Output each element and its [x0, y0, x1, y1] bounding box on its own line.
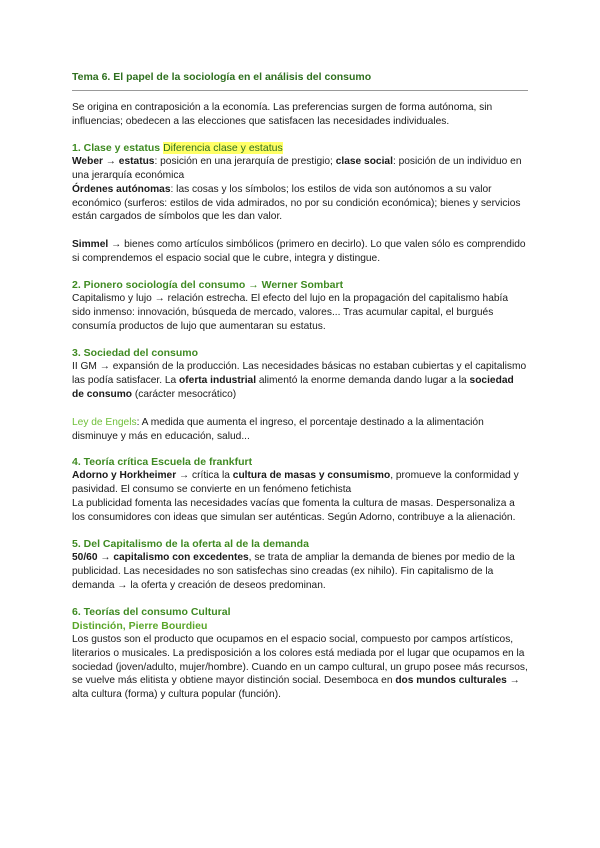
section-2-heading: 2. Pionero sociología del consumo → Werner Sombart — [72, 279, 344, 292]
ordenes-paragraph — [72, 183, 528, 225]
oferta-industrial-term: oferta industrial — [179, 374, 257, 386]
section-3-text-3: (carácter mesocrático) — [132, 388, 237, 400]
simmel-term: Simmel — [72, 239, 109, 251]
simmel-text: → bienes como artículos simbólicos (primero en decirlo). Lo que valen sólo es comprendido si comprendemos el espacio social que le cubre, integra y distingue. — [72, 239, 526, 265]
section-2-text: Capitalismo y lujo → relación estrecha. El efecto del lujo en la propagación del capitalismo había sido inmenso: innovación, búsqueda de mercado, valores... Tras acumular capital, el burgués consumía productos de lujo que aumentaran su estatus. — [72, 293, 509, 332]
page-title: Tema 6. El papel de la sociología en el análisis del consumo — [72, 71, 372, 83]
sociedad-consumo-term: sociedad de consumo — [72, 374, 514, 400]
capitalismo-excedentes-term: 50/60 → capitalismo con excedentes — [72, 552, 249, 564]
clase-social-term: clase social — [335, 155, 393, 167]
ordenes-text: : las cosas y los símbolos; los estilos de vida son autónomos a su valor económico (surferos: estilos de vida admirados, no por su condición económica); bienes y servicios están cargados de símbolos que les dan valor. — [72, 183, 521, 223]
section-3-text-1: II GM → expansión de la producción. Las necesidades básicas no estaban cubiertas y el capitalismo las podía satisfacer. La — [72, 360, 527, 386]
section-6-text-1: Los gustos son el producto que ocupamos en el espacio social, compuesto por campos artísticos, literarios o musicales. La predisposición a los colores está mediada por el lugar que ocupamos en la sociedad (joven/adulto, mujer/hombre). Cuando en un campo cultural, un grupo posee más recursos, se vuelve más elitista y obtiene mayor distinción social. Desemboca en — [72, 633, 528, 687]
section-5-text: , se trata de ampliar la demanda de bienes por medio de la publicidad. Las necesidades no son satisfechas sino creadas (ex nihilo). Fin capitalismo de la demanda → la oferta y creación de deseos predominan. — [72, 552, 515, 591]
section-3-heading: 3. Sociedad del consumo — [72, 346, 199, 359]
section-6-paragraph — [72, 633, 528, 703]
section-5-heading: 5. Del Capitalismo de la oferta al de la demanda — [72, 538, 309, 551]
section-4-heading: 4. Teoría crítica Escuela de frankfurt — [72, 456, 253, 469]
intro-paragraph: Se origina en contraposición a la economía. Las preferencias surgen de forma autónoma, sin influencias; obedecen a las elecciones que satisfacen las necesidades individuales. — [72, 102, 493, 127]
adorno-text-2: , promueve la conformidad y pasividad. El consumo se convierte en un fenómeno fetichista — [72, 470, 519, 496]
cultura-masas-term: cultura de masas y consumismo — [232, 470, 391, 482]
engels-paragraph — [72, 416, 528, 444]
ordenes-term: Órdenes autónomas — [72, 183, 171, 195]
publicidad-paragraph: La publicidad fomenta las necesidades vacías que fomenta la cultura de masas. Despersonaliza a los consumidores con ideas que simulan ser auténticas. Según Adorno, contribuye a la alienación. — [72, 498, 516, 524]
simmel-paragraph — [72, 238, 528, 266]
adorno-term: Adorno y Horkheimer — [72, 470, 177, 482]
title-divider — [72, 90, 528, 91]
section-5-paragraph — [72, 551, 528, 593]
section-6-heading: 6. Teorías del consumo Cultural — [72, 605, 231, 618]
engels-text: : A medida que aumenta el ingreso, el porcentaje destinado a la alimentación disminuye y más en educación, salud... — [72, 416, 484, 442]
section-1-title: 1. Clase y estatus — [72, 141, 161, 154]
section-1-highlight: Diferencia clase y estatus — [163, 141, 283, 154]
adorno-paragraph — [72, 469, 528, 497]
weber-text-1: : posición en una jerarquía de prestigio; — [154, 155, 336, 167]
engels-term: Ley de Engels — [72, 416, 137, 428]
dos-mundos-term: dos mundos culturales — [395, 675, 507, 687]
weber-paragraph — [72, 155, 528, 183]
section-1-heading — [72, 141, 528, 155]
document-page — [72, 70, 528, 702]
weber-term: Weber → estatus — [72, 155, 155, 167]
adorno-text-1: → crítica la — [176, 470, 233, 482]
weber-text-2: : posición de un individuo en una jerarquía económica — [72, 155, 522, 181]
section-6-subheading: Distinción, Pierre Bourdieu — [72, 619, 208, 632]
section-6-text-2: → alta cultura (forma) y cultura popular (función). — [72, 675, 520, 701]
section-3-paragraph — [72, 360, 528, 402]
section-3-text-2: alimentó la enorme demanda dando lugar a la — [256, 374, 470, 386]
